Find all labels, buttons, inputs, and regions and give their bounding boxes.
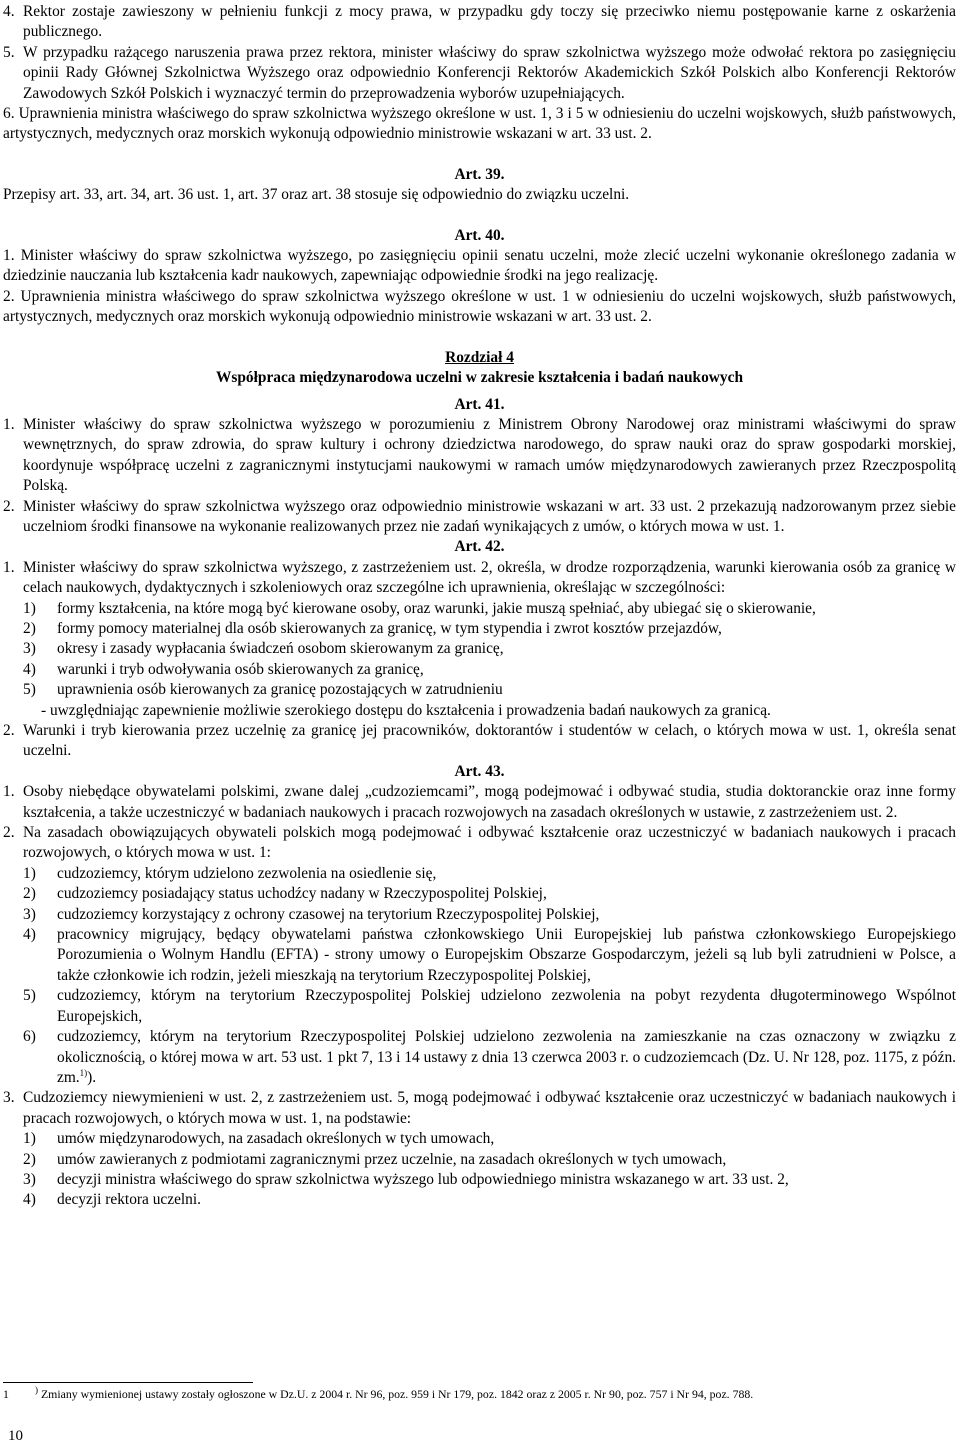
list-item-text: decyzji rektora uczelni. <box>57 1191 201 1209</box>
paragraph-number: 3. <box>3 1089 15 1107</box>
list-item <box>3 680 956 700</box>
paragraph <box>3 721 956 762</box>
list-item-text: cudzoziemcy korzystający z ochrony czasowej na terytorium Rzeczypospolitej Polskiej, <box>57 905 600 923</box>
footnote-number: 1 <box>3 1387 9 1401</box>
list-item-text: formy pomocy materialnej dla osób skierowanych za granicę, w tym stypendia i zwrot kosztów przejazdów, <box>57 619 722 637</box>
footnote-reference: 1) <box>79 1067 88 1078</box>
list-item-text: uprawnienia osób kierowanych za granicę pozostających w zatrudnieniu <box>57 681 503 699</box>
list-item-text: formy kształcenia, na które mogą być kierowane osoby, oraz warunki, jakie muszą spełniać, aby ubiegać się o skierowanie, <box>57 599 816 617</box>
paragraph <box>3 415 956 497</box>
paragraph <box>3 782 956 823</box>
paragraph-number: 2. <box>3 722 15 739</box>
paragraph-text: Minister właściwy do spraw szkolnictwa wyższego, z zastrzeżeniem ust. 2, określa, w drodze rozporządzenia, warunki kierowania osób za granicę w celach naukowych, dydaktycznych i szkoleniowych oraz szczególne ich uprawnienia, określając w szczególności: <box>23 558 956 597</box>
list-item <box>3 619 956 639</box>
list-item-number: 6) <box>23 1028 36 1046</box>
closing-clause: - uwzględniając zapewnienie możliwie szerokiego dostępu do kształcenia i prowadzenia badań naukowych za granicą. <box>41 701 771 719</box>
paragraph-text: Przepisy art. 33, art. 34, art. 36 ust. 1, art. 37 oraz art. 38 stosuje się odpowiednio do związku uczelni. <box>3 186 630 204</box>
paragraph-text: Minister właściwy do spraw szkolnictwa wyższego oraz odpowiednio ministrowie wskazani w art. 33 ust. 2 przekazują nadzorowanym przez siebie uczelniom środki finansowe na wykonanie realizowanych przez nie zadań wynikających z umów, o których mowa w ust. 1. <box>23 497 956 535</box>
paragraph <box>3 2 956 43</box>
list-item-number: 3) <box>23 905 36 923</box>
list-item-number: 5) <box>23 987 36 1005</box>
list-item <box>3 660 956 680</box>
list-item <box>3 1129 956 1149</box>
list-item <box>3 986 956 1027</box>
paragraph <box>3 823 956 864</box>
list-item <box>3 884 956 904</box>
list-item-number: 4) <box>23 1191 36 1209</box>
paragraph-text: Na zasadach obowiązujących obywateli polskich mogą podejmować i odbywać kształcenie oraz uczestniczyć w badaniach naukowych i pracach rozwojowych, o których mowa w ust. 1: <box>23 824 956 862</box>
paragraph-text: Cudzoziemcy niewymienieni w ust. 2, z zastrzeżeniem ust. 5, mogą podejmować i odbywać kształcenie oraz uczestniczyć w badaniach naukowych i pracach rozwojowych, o których mowa w ust. 1, na podstawie: <box>23 1089 956 1127</box>
paragraph-text: Osoby niebędące obywatelami polskimi, zwane dalej „cudzoziemcami”, mogą podejmować i odbywać studia, studia doktoranckie oraz inne formy kształcenia, a także uczestniczyć w badaniach naukowych i pracach rozwojowych na zasadach określonych w ustawie, z zastrzeżeniem ust. 2. <box>23 783 956 821</box>
list-item <box>3 1027 956 1088</box>
list-item <box>3 599 956 619</box>
list-item-text: umów zawieranych z podmiotami zagranicznymi przez uczelnie, na zasadach określonych w tych umowach, <box>57 1150 727 1168</box>
paragraph-number: 1. <box>3 415 15 433</box>
paragraph-text: Rektor zostaje zawieszony w pełnieniu funkcji z mocy prawa, w przypadku gdy toczy się przeciwko niemu postępowanie karne z oskarżenia publicznego. <box>23 3 956 41</box>
paragraph-number: 2. <box>3 824 15 842</box>
list-item-text: warunki i tryb odwoływania osób skierowanych za granicę, <box>57 660 424 678</box>
paragraph <box>3 1088 956 1129</box>
list-item-number: 3) <box>23 1170 36 1188</box>
paragraph <box>3 558 956 599</box>
list-item-text: cudzoziemcy, którym na terytorium Rzeczypospolitej Polskiej udzielono zezwolenia na pobyt rezydenta długoterminowego Wspólnot Europejskich, <box>57 987 956 1025</box>
list-item-number: 2) <box>23 885 36 903</box>
paragraph-number: 4. <box>3 3 15 20</box>
paragraph-text: W przypadku rażącego naruszenia prawa przez rektora, minister właściwy do spraw szkolnictwa wyższego może odwołać rektora po zasięgnięciu opinii Rady Głównej Szkolnictwa Wyższego oraz odpowiednio Konferencji Rektorów Akademickich Szkół Polskich albo Konferencji Rektorów Zawodowych Szkół Polskich i wyznaczyć termin do przeprowadzenia wyborów uzupełniających. <box>23 43 956 102</box>
list-item-number: 1) <box>23 864 36 882</box>
list-item-text: cudzoziemcy posiadający status uchodźcy nadany w Rzeczypospolitej Polskiej, <box>57 885 547 903</box>
list-item-number: 1) <box>23 599 36 617</box>
list-item-text: decyzji ministra właściwego do spraw szkolnictwa wyższego lub odpowiedniego ministra wskazanego w art. 33 ust. 2, <box>57 1170 789 1188</box>
footnote <box>3 1386 953 1402</box>
list-item-number: 1) <box>23 1130 36 1148</box>
paragraph-number: 1. <box>3 783 15 801</box>
paragraph <box>3 497 956 538</box>
page-number: 10 <box>8 1428 23 1444</box>
list-item <box>3 1150 956 1170</box>
paragraph-text: 2. Uprawnienia ministra właściwego do spraw szkolnictwa wyższego określone w ust. 1 w odniesieniu do uczelni wojskowych, służb państwowych, artystycznych, medycznych oraz morskich wykonują odpowiednio ministrowie wskazani w art. 33 ust. 2. <box>3 287 956 326</box>
list-item-text: pracownicy migrujący, będący obywatelami państwa członkowskiego Unii Europejskiej lub państwa członkowskiego Europejskiego Porozumienia o Wolnym Handlu (EFTA) - strony umowy o Europejskim Obszarze Gospodarczym, jeżeli są lub byli zatrudnieni w Polsce, a także członkowie ich rodzin, jeżeli mieszkają na terytorium Rzeczypospolitej Polskiej, <box>57 926 956 984</box>
list-item-number: 2) <box>23 619 36 637</box>
list-item-text: umów międzynarodowych, na zasadach określonych w tych umowach, <box>57 1130 495 1148</box>
list-item-text: cudzoziemcy, którym na terytorium Rzeczypospolitej Polskiej udzielono zezwolenia na zamieszkanie na czas oznaczony w związku z okolicznością, o której mowa w art. 53 ust. 1 pkt 7, 13 i 14 ustawy z dnia 13 czerwca 2003 r. o cudzoziemcach (Dz. U. Nr 128, poz. 1175, z późn. zm.$^{1)}$). <box>57 1028 956 1086</box>
paragraph-text: 1. Minister właściwy do spraw szkolnictwa wyższego, po zasięgnięciu opinii senatu uczelni, może zlecić uczelni wykonanie określonego zadania w dziedzinie nauczania lub kształcenia kadr naukowych, zapewniając odpowiednie środki na jego realizację. <box>3 247 956 285</box>
list-item <box>3 925 956 986</box>
list-item <box>3 1170 956 1190</box>
list-item <box>3 1190 956 1210</box>
list-item-number: 4) <box>23 926 36 944</box>
list-item-text: okresy i zasady wypłacania świadczeń osobom skierowanym za granicę, <box>57 640 504 658</box>
list-item-number: 4) <box>23 660 36 678</box>
list-item-number: 2) <box>23 1150 36 1168</box>
chapter-title: Współpraca międzynarodowa uczelni w zakresie kształcenia i badań naukowych <box>215 369 744 387</box>
list-item-number: 3) <box>23 640 36 658</box>
list-item-text: cudzoziemcy, którym udzielono zezwolenia na osiedlenie się, <box>57 864 437 882</box>
footnote-text: ) Zmiany wymienionej ustawy zostały ogłoszone w Dz.U. z 2004 r. Nr 96, poz. 959 i Nr 179, poz. 1842 oraz z 2005 r. Nr 90, poz. 757 i Nr 94, poz. 788. <box>35 1385 754 1401</box>
article-heading: Art. 41. <box>454 395 505 413</box>
chapter-number: Rozdział 4 <box>445 348 514 366</box>
list-item <box>3 864 956 884</box>
paragraph-text: Minister właściwy do spraw szkolnictwa wyższego w porozumieniu z Ministrem Obrony Narodowej oraz ministrami właściwymi do spraw wewnętrznych, do spraw zdrowia, do spraw kultury i ochrony dziedzictwa narodowego, do spraw nauki oraz do spraw gospodarki morskiej, koordynuje współpracę uczelni z zagranicznymi instytucjami naukowymi w ramach umów międzynarodowych zawieranych przez Rzeczpospolitą Polską. <box>23 415 956 495</box>
list-item-number: 5) <box>23 681 36 699</box>
article-heading: Art. 40. <box>454 226 505 244</box>
article-heading: Art. 43. <box>454 762 505 780</box>
paragraph-text: Uprawnienia ministra właściwego do spraw szkolnictwa wyższego określone w ust. 1, 3 i 5 w odniesieniu do uczelni wojskowych, służb państwowych, artystycznych, medycznych oraz morskich wykonują odpowiednio ministrowie wskazani w art. 33 ust. 2. <box>3 105 957 143</box>
paragraph-number: 5. <box>3 43 15 61</box>
paragraph-text: Warunki i tryb kierowania przez uczelnię za granicę jej pracowników, doktorantów i studentów w celach, o których mowa w ust. 1, określa senat uczelni. <box>23 722 956 760</box>
paragraph <box>3 104 956 145</box>
article-heading: Art. 39. <box>454 165 505 183</box>
paragraph-number: 6. <box>3 105 15 123</box>
paragraph-number: 1. <box>3 558 15 576</box>
list-item <box>3 639 956 659</box>
footnote-divider <box>3 1382 253 1383</box>
list-item <box>3 905 956 925</box>
article-heading: Art. 42. <box>454 538 505 556</box>
paragraph <box>3 43 956 104</box>
paragraph-number: 2. <box>3 497 15 515</box>
